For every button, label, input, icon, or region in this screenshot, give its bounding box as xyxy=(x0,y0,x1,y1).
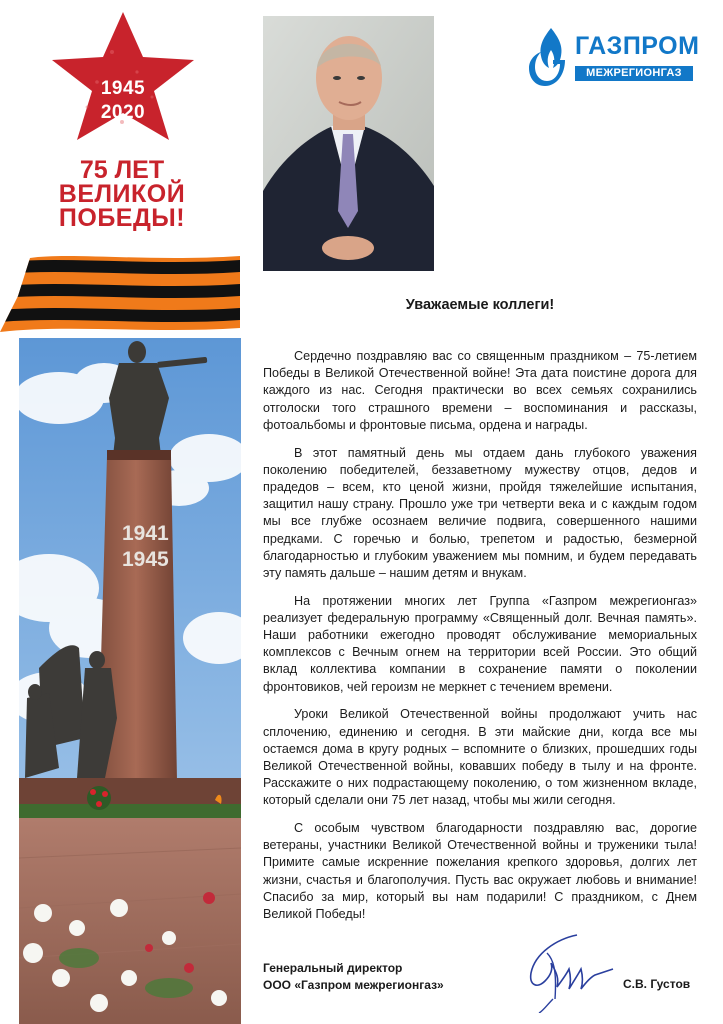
logo-subtitle: МЕЖРЕГИОНГАЗ xyxy=(575,66,693,81)
year-start: 1945 xyxy=(100,78,146,99)
signatory-role xyxy=(263,960,493,994)
victory-star-emblem xyxy=(42,12,212,144)
slogan-line-2: ВЕЛИКОЙ xyxy=(58,180,186,208)
logo-wordmark: ГАЗПРОМ xyxy=(575,32,700,60)
letter-paragraph: В этот памятный день мы отдаем дань глубокого уважения поколению победителей, беззаветному мужеству отцов, дедов и прадедов – всем, кто ценой жизни, пройдя тяжелейшие испытания, защитил нашу страну. Прошло уже три четверти века и с каждым годом мы все глубже осознаем величие подвига, совершенного нашими предками. С горечью и болью, трепетом и радостью, безмерной благодарностью и глубоким уважением мы помним, и будем передавать эту память дальше – нашим детям и внукам. xyxy=(263,445,697,580)
director-portrait xyxy=(263,16,434,271)
role-company: ООО «Газпром межрегионгаз» xyxy=(263,978,444,992)
monument-year-end: 1945 xyxy=(122,548,169,571)
role-title: Генеральный директор xyxy=(263,961,403,975)
letter-paragraph: На протяжении многих лет Группа «Газпром межрегионгаз» реализует федеральную программу «Священный долг. Вечная память». Наши работники ежегодно проводят обслуживание мемориальных комплексов с Вечным огнем на территории всей России. Это общий вклад коллектива компании в сохранение памяти о поколении фронтовиков, чей героизм не меркнет с течением времени. xyxy=(263,593,697,694)
st-george-ribbon xyxy=(0,248,240,343)
letter-paragraph: Уроки Великой Отечественной войны продолжают учить нас сплочению, единению и сегодня. В эти майские дни, когда все мы остаемся дома в кругу родных – вспомните о близких, прошедших годы Великой Отечественной войны, ковавших победу в тылу и на фронте. Расскажите о них подрастающему поколению, о том жизненном вкладе, который сделали они 75 лет назад, чтобы мы жили сегодня. xyxy=(263,707,697,808)
gazprom-mezhregiongaz-logo xyxy=(527,26,707,106)
slogan-line-1: 75 ЛЕТ xyxy=(79,156,165,184)
handwritten-signature xyxy=(517,929,617,1013)
letter-body xyxy=(263,348,697,934)
letter-paragraph: Сердечно поздравляю вас со священным праздником – 75-летием Победы в Великой Отечественной войне! Эта дата поистине дорога для каждого из нас. Сегодня практически во всех семьях сохранились отголоски того страшного времени – воспоминания и рассказы, фотоальбомы и фронтовые письма, ордена и награды. xyxy=(263,349,697,432)
signatory-name: С.В. Густов xyxy=(623,977,691,991)
anniversary-slogan xyxy=(36,158,208,230)
letter-greeting: Уважаемые коллеги! xyxy=(405,297,555,313)
monument-year-start: 1941 xyxy=(122,522,169,545)
gazprom-flame-icon xyxy=(527,26,575,90)
memorial-photo xyxy=(19,338,241,1024)
letter-paragraph: С особым чувством благодарности поздравляю вас, дорогие ветераны, участники Великой Отечественной войны и труженики тыла! Примите самые искренние пожелания крепкого здоровья, долгих лет жизни, счастья и благополучия. Пусть вас окружает любовь и внимание! Спасибо за мир, который вы нам подарили! С праздником, с Днем Великой Победы! xyxy=(263,821,697,922)
slogan-line-3: ПОБЕДЫ! xyxy=(58,204,186,232)
year-end: 2020 xyxy=(100,102,146,123)
